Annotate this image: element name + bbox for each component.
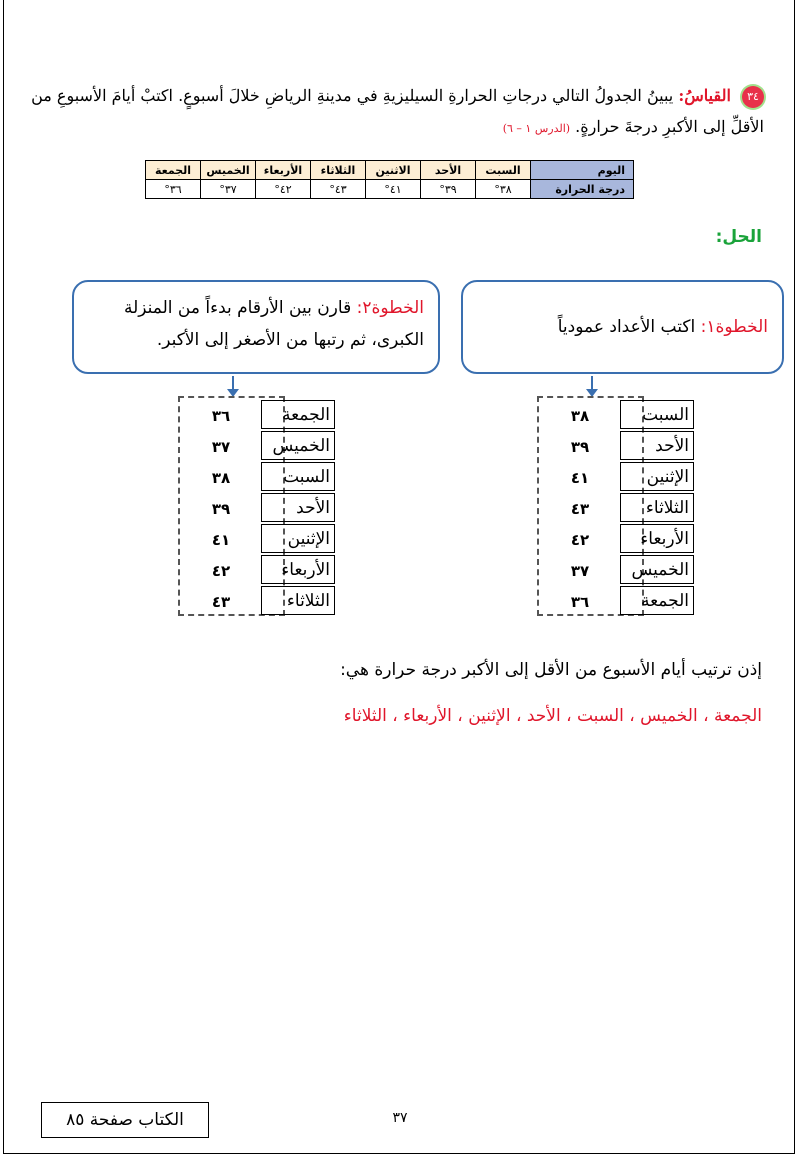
list-item [181,555,335,586]
list-temp: ٤١ [570,468,590,487]
table-day: الخميس [201,161,256,180]
list-day: الثلاثاء [261,586,335,615]
table-header-day: اليوم [531,161,634,180]
step1-label: الخطوة١: [700,316,768,337]
solution-label: الحل: [715,227,762,247]
list-item [181,431,335,462]
table-temp: ٣٧° [201,180,256,199]
table-temp: ٤٢° [256,180,311,199]
table-temp: ٤١° [366,180,421,199]
book-page-reference: الكتاب صفحة ٨٥ [41,1102,209,1138]
list-temp: ٣٩ [211,499,231,518]
table-day: الأربعاء [256,161,311,180]
list-day: الأحد [261,493,335,522]
conclusion-text: إذن ترتيب أيام الأسبوع من الأقل إلى الأكبر درجة حرارة هي: [340,660,762,680]
arrow-down-icon [232,376,234,390]
list-item [181,586,335,617]
table-day: الثلاثاء [311,161,366,180]
list-day: الثلاثاء [620,493,694,522]
table-row-days [146,161,634,180]
table-temp: ٣٦° [146,180,201,199]
list-day: الخميس [261,431,335,460]
list-day: السبت [620,400,694,429]
lesson-reference: (الدرس ١ – ٦) [502,122,571,135]
table-temp: ٣٩° [421,180,476,199]
list-item [181,524,335,555]
list-item [540,462,694,493]
step1-list [540,400,694,617]
problem-text: يبينُ الجدولُ التالي درجاتِ الحرارةِ السيليزيةِ في مدينةِ الرياضِ خلالَ أسبوعٍ. اكتبْ أيامَ الأسبوعِ من الأقلِّ إلى الأكبرِ درجةَ حرارةٍ. [31,86,764,136]
table-day: الاثنين [366,161,421,180]
table-header-temp: درجة الحرارة [531,180,634,199]
list-item [540,586,694,617]
table-temp: ٤٣° [311,180,366,199]
list-day: الجمعة [620,586,694,615]
list-item [540,400,694,431]
table-row-temps [146,180,634,199]
step2-text: قارن بين الأرقام بدءاً من المنزلة الكبرى، ثم رتبها من الأصغر إلى الأكبر. [123,298,424,350]
list-day: الإثنين [620,462,694,491]
list-item [181,462,335,493]
list-temp: ٣٦ [211,406,231,425]
list-day: السبت [261,462,335,491]
step1-bubble [461,280,784,374]
list-day: الأربعاء [620,524,694,553]
list-item [540,493,694,524]
list-day: الإثنين [261,524,335,553]
table-day: الأحد [421,161,476,180]
list-item [540,431,694,462]
step1-text: اكتب الأعداد عمودياً [557,316,701,337]
list-temp: ٣٧ [570,561,590,580]
list-temp: ٣٧ [211,437,231,456]
problem-statement [30,80,764,144]
page-number: ٣٧ [392,1110,408,1126]
list-item [540,555,694,586]
list-temp: ٣٨ [570,406,590,425]
list-day: الأحد [620,431,694,460]
step2-bubble [72,280,440,374]
list-temp: ٤١ [211,530,231,549]
list-day: الجمعة [261,400,335,429]
list-temp: ٤٣ [211,592,231,611]
table-day: الجمعة [146,161,201,180]
list-day: الخميس [620,555,694,584]
list-temp: ٣٦ [570,592,590,611]
table-day: السبت [476,161,531,180]
table-temp: ٣٨° [476,180,531,199]
list-temp: ٤٢ [211,561,231,580]
arrow-down-icon [591,376,593,390]
list-day: الأربعاء [261,555,335,584]
problem-number-badge: ٣٤ [742,86,764,108]
list-temp: ٣٨ [211,468,231,487]
answer-text: الجمعة ، الخميس ، السبت ، الأحد ، الإثنين ، الأربعاء ، الثلاثاء [343,706,762,726]
list-temp: ٤٢ [570,530,590,549]
list-item [181,493,335,524]
step2-list [181,400,335,617]
step2-label: الخطوة٢: [356,298,424,318]
problem-keyword: القياسُ: [678,86,731,105]
temperature-table [145,160,634,199]
list-temp: ٤٣ [570,499,590,518]
list-temp: ٣٩ [570,437,590,456]
list-item [181,400,335,431]
list-item [540,524,694,555]
